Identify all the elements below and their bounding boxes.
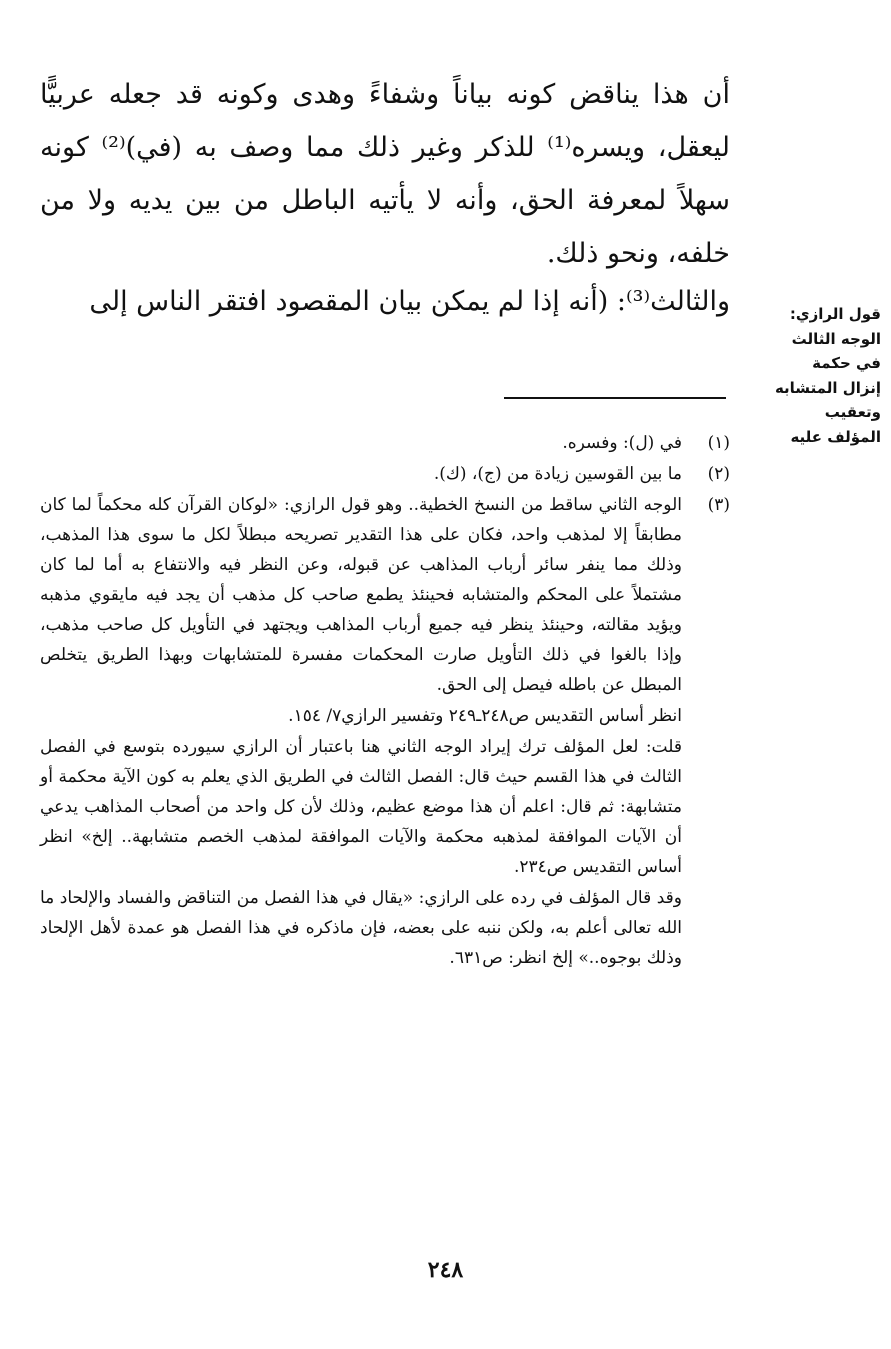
footnote-1 xyxy=(40,428,730,459)
margin-note xyxy=(774,302,881,449)
footnote-divider xyxy=(504,397,726,399)
page-number: ٢٤٨ xyxy=(427,1257,464,1283)
margin-note-line: وتعقيب xyxy=(824,403,881,421)
footnote-comment: وقد قال المؤلف في رده على الرازي: «يقال في هذا الفصل من التناقض والفساد والإلحاد ما الله تعالى أعلم به، ولكن ننبه على بعضه، فإن ماذكره في هذا الفصل هو عمدة لأهل الإلحاد وذلك بوجوه..» إلخ انظر: ص٦٣١. xyxy=(40,888,682,968)
footnote-number: (١) xyxy=(707,433,730,453)
footnote-comment: قلت: لعل المؤلف ترك إيراد الوجه الثاني هنا باعتبار أن الرازي سيورده بتوسع في الفصل الثالث في هذا القسم حيث قال: الفصل الثالث في الطريق الذي يعلم به كون الآية محكمة أو متشابهة: ثم قال: اعلم أن هذا موضع عظيم، وذلك لأن كل واحد من أصحاب المذاهب يدعي أن الآيات الموافقة لمذهبه محكمة والآيات الموافقة لمذهب الخصم متشابهة.. إلخ» انظر أساس التقديس ص٢٣٤. xyxy=(40,737,682,877)
margin-note-line: الوجه الثالث xyxy=(791,329,881,348)
footnote-text: الوجه الثاني ساقط من النسخ الخطية.. وهو قول الرازي: «لوكان القرآن كله محكماً لما كان مطابقاً إلا لمذهب واحد، فكان على هذا التقدير تصريحه مبطلاً لكل ما سوى هذا المذهب، وذلك مما ينفر سائر أرباب المذاهب عن قبوله، وعن النظر فيه والانتفاع به أما لما كان مشتملاً على المحكم والمتشابه فحينئذ يطمع صاحب كل مذهب أن يجد فيه مايقوي مذهبه ويؤيد مقالته، وحينئذ ينظر فيه جميع أرباب المذاهب ويجتهد في التأويل كل صاحب مذهب، وإذا بالغوا في ذلك التأويل صارت المحكمات مفسرة للمتشابهات وبهذا الطريق يتخلص المبطل عن باطله فيصل إلى الحق. xyxy=(40,495,682,695)
footnote-number: (٢) xyxy=(707,464,730,484)
footnotes xyxy=(40,428,730,974)
margin-note-line: في حكمة xyxy=(812,354,881,372)
margin-note-line: المؤلف عليه xyxy=(790,427,881,446)
main-text-para1: أن هذا يناقض كونه بياناً وشفاءً وهدى وكونه قد جعله عربيًّا ليعقل، ويسره⁽¹⁾ للذكر وغير ذلك مما وصف به (في)⁽²⁾ كونه سهلاً لمعرفة الحق، وأنه لا يأتيه الباطل من بين يديه ولا من خلفه، ونحو ذلك. xyxy=(40,79,730,269)
footnote-3 xyxy=(40,490,730,974)
main-paragraph xyxy=(40,68,730,280)
footnote-text: ما بين القوسين زيادة من (ج)، (ك). xyxy=(433,464,682,484)
margin-note-line: قول الرازي: xyxy=(789,305,881,323)
footnote-reference: انظر أساس التقديس ص٢٤٨ـ٢٤٩ وتفسير الرازي٧/ ١٥٤. xyxy=(288,706,682,726)
footnote-text: في (ل): وفسره. xyxy=(562,433,682,453)
footnote-number: (٣) xyxy=(707,495,730,515)
margin-note-line: إنزال المتشابه xyxy=(774,378,881,397)
main-text-para2: والثالث⁽³⁾: (أنه إذا لم يمكن بيان المقصود افتقر الناس إلى xyxy=(89,286,730,317)
footnote-2 xyxy=(40,459,730,490)
main-paragraph-third xyxy=(40,282,730,322)
